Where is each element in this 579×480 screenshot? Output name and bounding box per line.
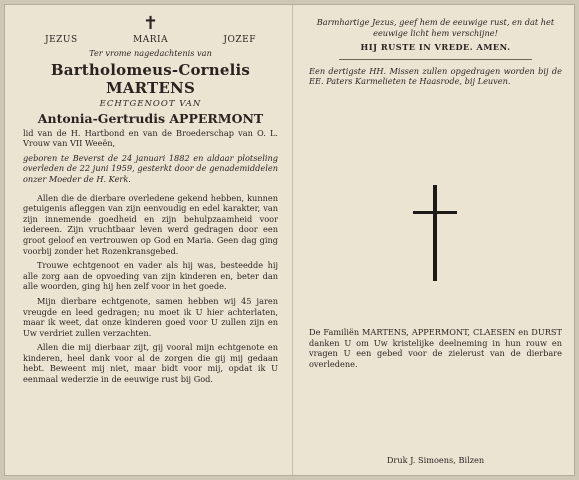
holy-name-jozef: JOZEF xyxy=(223,35,256,45)
holy-names xyxy=(23,35,278,45)
prayer-text: Barmhartige Jezus, geef hem de eeuwige rust, en dat het eeuwige licht hem verschijne! xyxy=(316,17,555,38)
small-cross-icon: ✝ xyxy=(142,13,159,34)
birth-death-text: geboren te Beverst de 24 januari 1882 en aldaar plotseling overleden de 22 juni 1959, gesterkt door de genademiddelen onzer Moeder de H. Kerk. xyxy=(23,152,278,184)
spouse-label: ECHTGENOOT VAN xyxy=(99,98,202,109)
masses-text: Een dertigste HH. Missen zullen opgedragen worden bij de EE. Paters Karmelieten te Haasrode, bij Leuven. xyxy=(309,65,562,87)
rip-text: HIJ RUSTE IN VREDE. AMEN. xyxy=(360,42,511,53)
holy-name-jezus: JEZUS xyxy=(45,35,78,45)
divider xyxy=(339,59,532,60)
deceased-name: Bartholomeus-Cornelis MARTENS xyxy=(50,60,251,97)
printer-text: Druk J. Simoens, Bilzen xyxy=(386,455,485,465)
paragraph-2: Trouwe echtgenoot en vader als hij was, besteedde hij alle zorg aan de opvoeding van zijn kinderen en, beter dan alle woorden, ging hij hen zelf voor in het goede. xyxy=(23,260,278,292)
paragraph-3: Mijn dierbare echtgenote, samen hebben wij 45 jaren vreugde en leed gedragen; nu moet ik U hier achterlaten, maar ik weet, dat onze kinderen goed voor U zullen zijn en Uw verdriet zullen verzachten. xyxy=(23,295,278,338)
intro-line: Ter vrome nagedachtenis van xyxy=(89,48,212,58)
spouse-name: Antonia-Gertrudis APPERMONT xyxy=(37,110,264,126)
right-panel xyxy=(293,5,576,475)
membership-text: lid van de H. Hartbond en van de Broederschap van O. L. Vrouw van VII Weeën, xyxy=(23,127,278,149)
large-cross-icon xyxy=(413,185,457,281)
left-panel xyxy=(5,5,292,475)
paragraph-4: Allen die mij dierbaar zijt, gij vooral mijn echtgenote en kinderen, heel dank voor al de zorgen die gij mij gedaan hebt. Beweent mij niet, maar bidt voor mij, opdat ik U eenmaal wederzie in de eeuwige rust bij God. xyxy=(23,342,278,385)
paragraph-1: Allen die de dierbare overledene gekend hebben, kunnen getuigenis afleggen van zijn eenvoudig en edel karakter, van zijn innemende goedheid en zijn behulpzaamheid voor iedereen. Zijn vruchtbaar leven werd gedragen door een groot geloof en vertrouwen op God en Maria. Geen dag ging voorbij zonder het Rozenkransgebed. xyxy=(23,192,278,256)
memorial-card xyxy=(4,4,575,476)
thanks-text: De Familiën MARTENS, APPERMONT, CLAESEN en DURST danken U om Uw kristelijke deelneming in hun rouw en vragen U een gebed voor de zielerust van de dierbare overledene. xyxy=(309,327,562,369)
holy-name-maria: MARIA xyxy=(133,35,169,45)
